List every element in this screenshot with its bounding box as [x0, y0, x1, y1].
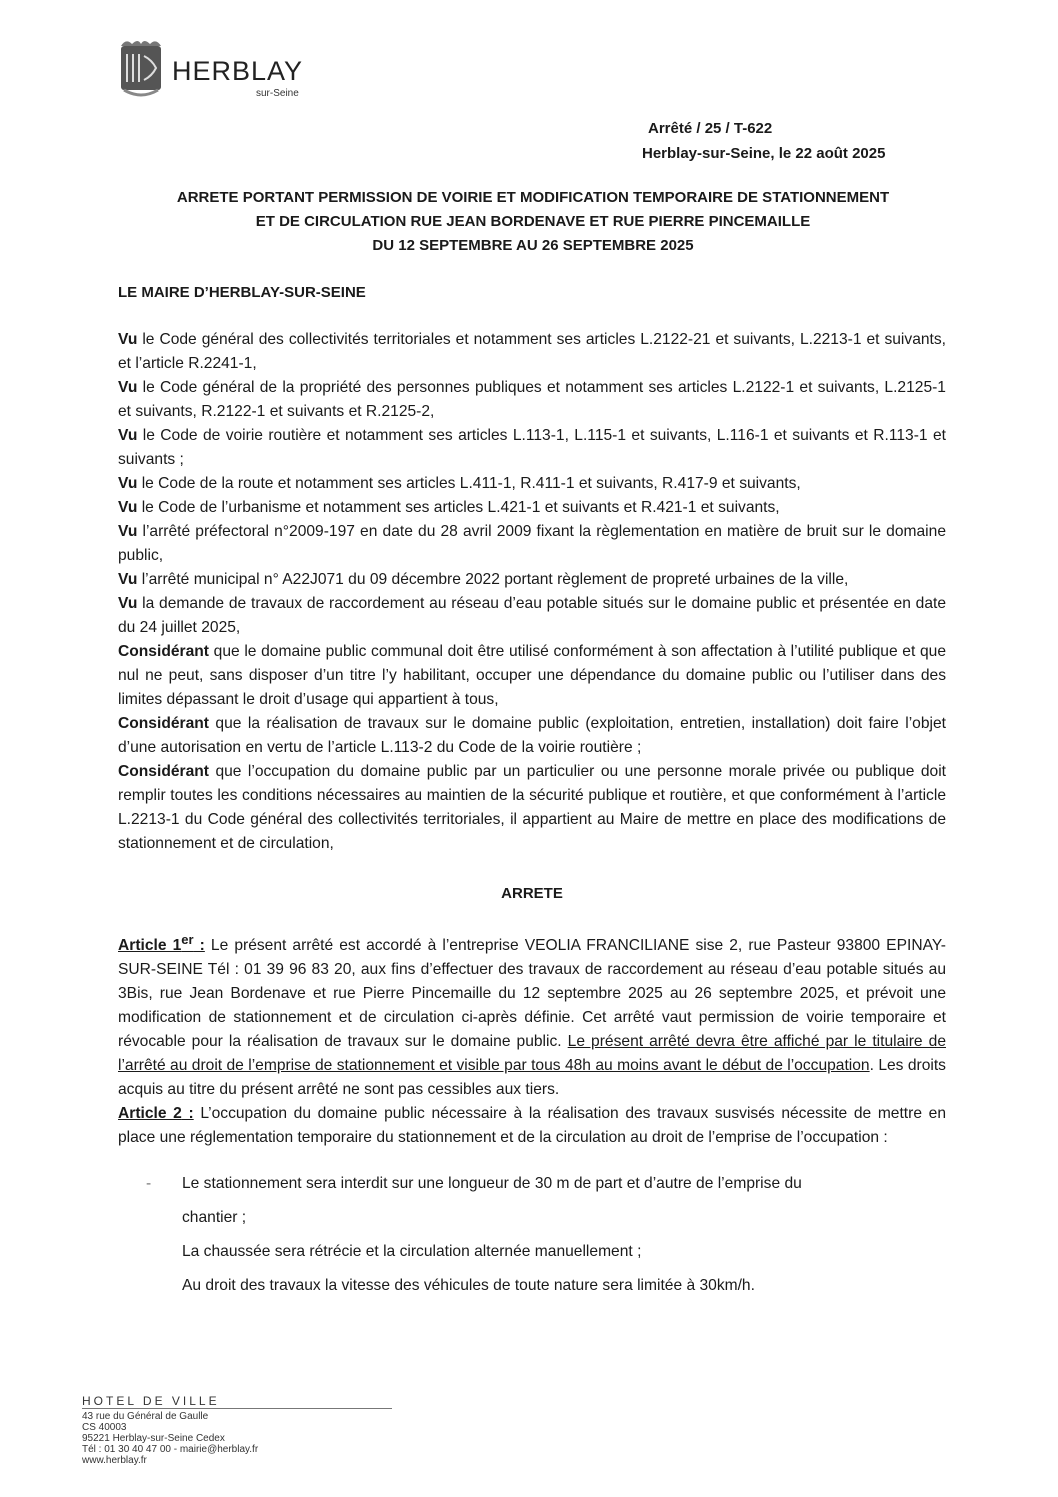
- measure-item: - Le stationnement sera interdit sur une longueur de 30 m de part et d’autre de l’emprise du chantier ;: [146, 1175, 802, 1227]
- measure-item: Au droit des travaux la vitesse des véhicules de toute nature sera limitée à 30km/h.: [182, 1277, 755, 1295]
- footer-address-line: 43 rue du Général de Gaulle: [82, 1411, 209, 1422]
- title-line-3: DU 12 SEPTEMBRE AU 26 SEPTEMBRE 2025: [372, 237, 694, 254]
- footer-address-line: CS 40003: [82, 1422, 127, 1433]
- article-1: Article 1er : Le présent arrêté est accordé à l’entreprise VEOLIA FRANCILIANE sise 2, rue Pasteur 93800 EPINAY-SUR-SEINE Tél : 01 39 96 83 20, aux fins d’effectuer des travaux de raccordement au réseau d’eau potable situés au 3Bis, rue Jean Bordenave et rue Pierre Pincemaille du 12 septembre 2025 au 26 septembre 2025, et prévoit une modification de stationnement et de circulation ci-après définie. Cet arrêté vaut permission de voirie temporaire et révocable pour la réalisation de travaux sur le domaine public. Le présent arrêté devra être affiché par le titulaire de l’arrêté au droit de l’emprise de stationnement et visible par tous 48h au moins avant le début de l’occupation. Les droits acquis au titre du présent arrêté ne sont pas cessibles aux tiers.: [118, 932, 946, 1099]
- considerant-item: Considérant que le domaine public communal doit être utilisé conformément à son affectation à l’utilité publique et que nul ne peut, sans disposer d’un titre l’y habilitant, occuper une dépendance du domaine public ou l’utiliser dans des limites dépassant le droit d’usage qui appartient à tous,: [118, 643, 946, 708]
- visa-item: Vu le Code de voirie routière et notamment ses articles L.113-1, L.115-1 et suivants, L.116-1 et suivants et R.113-1 et suivants ;: [118, 427, 946, 468]
- logo-subtitle: sur-Seine: [256, 88, 299, 99]
- considerant-item: Considérant que la réalisation de travaux sur le domaine public (exploitation, entretien, installation) doit faire l’objet d’une autorisation en vertu de l’article L.113-2 du Code de la voirie routière ;: [118, 715, 946, 756]
- arrete-heading: ARRETE: [501, 885, 563, 902]
- display-requirement: Le présent arrêté devra être affiché par le titulaire de l’arrêté au droit de l’emprise de stationnement et visible par tous 48h au moins avant le début de l’occupation: [118, 1033, 946, 1075]
- visa-item: Vu le Code général des collectivités territoriales et notamment ses articles L.2122-21 et suivants, L.2213-1 et suivants, et l’article R.2241-1,: [118, 331, 946, 372]
- considerant-item: Considérant que l’occupation du domaine public par un particulier ou une personne morale privée ou publique doit remplir toutes les conditions nécessaires au maintien de la sécurité publique et routière, et que conformément à l’article L.2213-1 du Code général des collectivités territoriales, il appartient au Maire de mettre en place des modifications de stationnement et de circulation,: [118, 763, 946, 852]
- footer-address: [82, 1396, 392, 1466]
- footer-website: www.herblay.fr: [82, 1455, 147, 1466]
- visa-item: Vu l’arrêté municipal n° A22J071 du 09 décembre 2022 portant règlement de propreté urbaines de la ville,: [118, 571, 849, 588]
- footer-org: HOTEL DE VILLE: [82, 1396, 392, 1409]
- visa-item: Vu le Code de la route et notamment ses articles L.411-1, R.411-1 et suivants, R.417-9 et suivants,: [118, 475, 801, 492]
- visas-list: [118, 328, 946, 856]
- visa-item: Vu le Code de l’urbanisme et notamment ses articles L.421-1 et suivants et R.421-1 et suivants,: [118, 499, 780, 516]
- article-2-label: Article 2 :: [118, 1105, 194, 1123]
- footer-contact: Tél : 01 30 40 47 00 - mairie@herblay.fr: [82, 1444, 259, 1455]
- reference-number: Arrêté / 25 / T-622: [648, 120, 773, 137]
- reference-block: [642, 116, 886, 166]
- logo-name: HERBLAY: [172, 56, 304, 86]
- visa-item: Vu la demande de travaux de raccordement au réseau d’eau potable situés sur le domaine public et présentée en date du 24 juillet 2025,: [118, 595, 946, 636]
- place-date: Herblay-sur-Seine, le 22 août 2025: [642, 145, 886, 162]
- visa-item: Vu le Code général de la propriété des personnes publiques et notamment ses articles L.2122-1 et suivants, L.2125-1 et suivants, R.2122-1 et suivants et R.2125-2,: [118, 379, 946, 420]
- city-crest-icon: [118, 38, 164, 98]
- document-title: [118, 186, 948, 258]
- herblay-logo: [118, 38, 338, 100]
- title-line-1: ARRETE PORTANT PERMISSION DE VOIRIE ET MODIFICATION TEMPORAIRE DE STATIONNEMENT: [176, 189, 890, 206]
- footer-address-line: 95221 Herblay-sur-Seine Cedex: [82, 1433, 225, 1444]
- article-2: Article 2 : L’occupation du domaine public nécessaire à la réalisation des travaux susvisés nécessite de mettre en place une réglementation temporaire du stationnement et de la circulation au droit de l’emprise de l’occupation :: [118, 1105, 946, 1147]
- measure-item: La chaussée sera rétrécie et la circulation alternée manuellement ;: [182, 1243, 642, 1261]
- article-1-label: Article 1er :: [118, 932, 205, 955]
- title-line-2: ET DE CIRCULATION RUE JEAN BORDENAVE ET RUE PIERRE PINCEMAILLE: [255, 213, 811, 230]
- document-body: [118, 328, 946, 1308]
- authority-heading: LE MAIRE D’HERBLAY-SUR-SEINE: [118, 284, 366, 301]
- visa-item: Vu l’arrêté préfectoral n°2009-197 en date du 28 avril 2009 fixant la règlementation en matière de bruit sur le domaine public,: [118, 523, 946, 564]
- measures-list: [118, 1172, 946, 1298]
